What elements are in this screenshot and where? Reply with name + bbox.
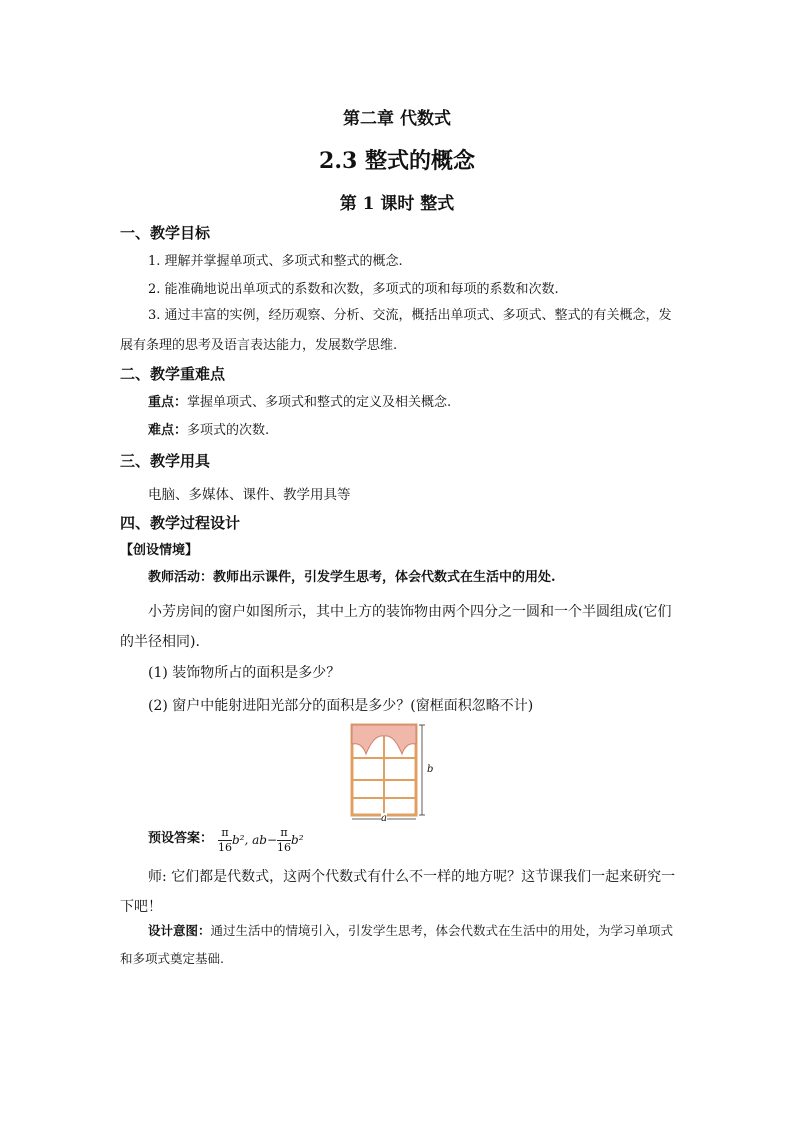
key-point-line <box>148 394 451 412</box>
key-point-text: 掌握单项式、多项式和整式的定义及相关概念. <box>187 395 452 410</box>
difficulty-line <box>148 422 269 440</box>
goal-item-3: 3. 通过丰富的实例，经历观察、分析、交流，概括出单项式、多项式、整式的有关概念，发展有条理的思考及语言表达能力，发展数学思维. <box>120 308 672 353</box>
fraction-2: $\frac{\pi}{16}$ <box>277 826 292 854</box>
answer-formula: $\frac{\pi}{16}$ b², ab− $\frac{\pi}{16}$ b² <box>218 826 304 854</box>
teacher-remark: 师: 它们都是代数式，这两个代数式有什么不一样的地方呢？这节课我们一起来研究一下吧！ <box>120 869 676 915</box>
lesson-title: 第 1 课时 整式 <box>339 194 455 214</box>
scene-label: 【创设情境】 <box>120 543 199 558</box>
design-intent <box>120 917 680 973</box>
answer-label: 预设答案： <box>148 831 214 846</box>
problem-text: 小芳房间的窗户如图所示，其中上方的装饰物由两个四分之一圆和一个半圆组成(它们的半径相同). <box>120 604 672 650</box>
heading-key-points: 二、教学重难点 <box>120 365 226 383</box>
key-point-label: 重点： <box>148 395 188 410</box>
goal-item-2: 2. 能准确地说出单项式的系数和次数，多项式的项和每项的系数和次数. <box>148 282 559 297</box>
design-intent-label: 设计意图： <box>148 923 211 938</box>
chapter-title: 第二章 代数式 <box>343 109 451 129</box>
heading-teaching-goals: 一、教学目标 <box>120 224 211 242</box>
question-2: (2) 窗户中能射进阳光部分的面积是多少？(窗框面积忽略不计) <box>148 698 534 714</box>
teacher-activity: 教师活动：教师出示课件，引发学生思考，体会代数式在生活中的用处. <box>148 570 556 585</box>
heading-process: 四、教学过程设计 <box>120 514 241 532</box>
heading-teaching-tools: 三、教学用具 <box>120 452 211 470</box>
label-b: b <box>427 764 434 775</box>
fraction-1: $\frac{\pi}{16}$ <box>218 826 232 854</box>
difficulty-label: 难点： <box>148 423 188 438</box>
teaching-tools-text: 电脑、多媒体、课件、教学用具等 <box>148 487 351 503</box>
difficulty-text: 多项式的次数. <box>187 423 270 438</box>
section-title: 2.3 整式的概念 <box>319 148 475 174</box>
design-intent-text: 通过生活中的情境引入，引发学生思考，体会代数式在生活中的用处，为学习单项式和多项式奠定基础. <box>120 923 674 966</box>
goal-item-1: 1. 理解并掌握单项式、多项式和整式的概念. <box>148 254 403 269</box>
label-a: a <box>381 813 387 824</box>
question-1: (1) 装饰物所占的面积是多少？ <box>148 665 341 681</box>
window-figure <box>344 720 434 822</box>
